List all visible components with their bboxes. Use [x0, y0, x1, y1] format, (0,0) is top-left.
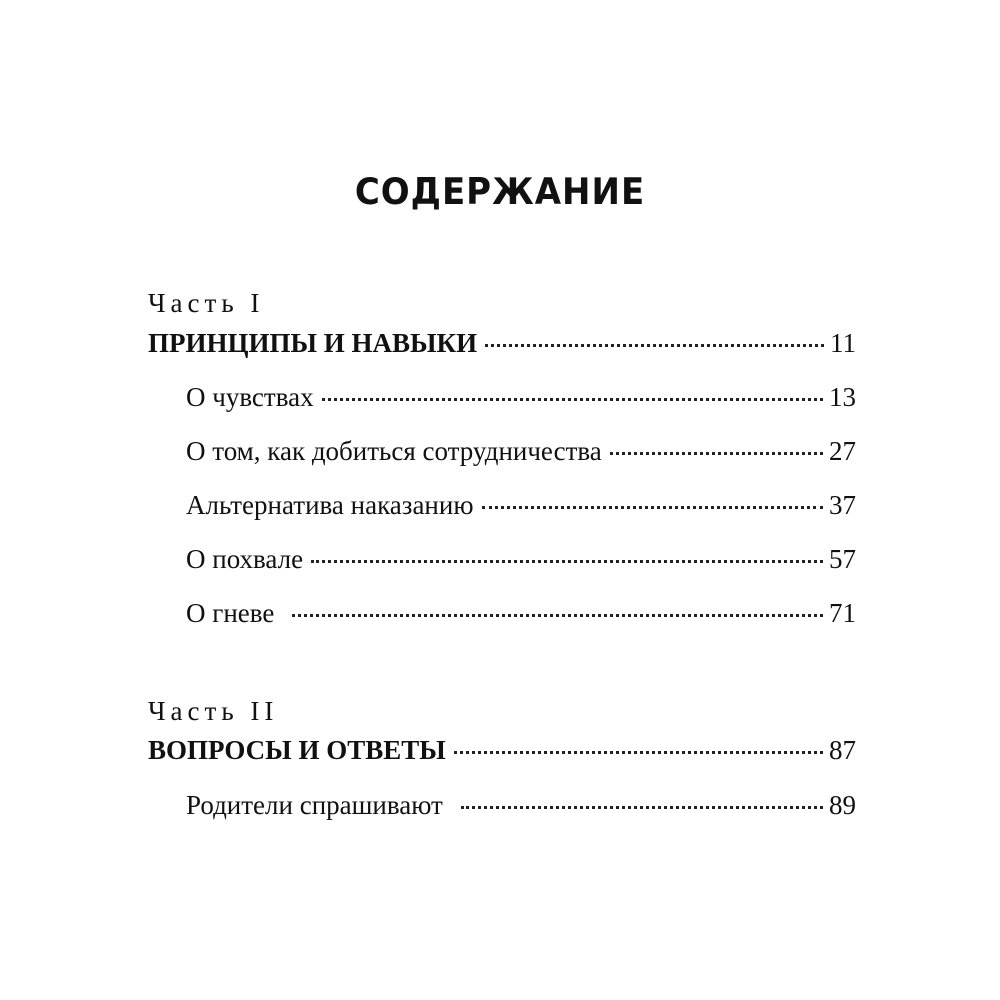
entry-text: О гневе: [186, 598, 275, 628]
dot-leader: [610, 452, 823, 455]
page-number: 13: [829, 382, 856, 412]
entry-text: Родители спрашивают: [186, 790, 443, 820]
toc-entry[interactable]: [186, 488, 856, 522]
part-heading-text: ВОПРОСЫ И ОТВЕТЫ: [148, 735, 446, 765]
page-number: 27: [829, 436, 856, 466]
part-heading-text: ПРИНЦИПЫ И НАВЫКИ: [148, 328, 478, 358]
toc-part-heading-2[interactable]: [148, 733, 856, 767]
toc-entry[interactable]: [186, 596, 856, 630]
entry-text: О чувствах: [186, 382, 314, 412]
dot-leader: [311, 560, 823, 563]
page-number: 71: [829, 598, 856, 628]
toc-entry[interactable]: [186, 788, 856, 822]
entry-text: Альтернатива наказанию: [186, 490, 474, 520]
toc-entry[interactable]: [186, 380, 856, 414]
part-label-1: Часть I: [148, 288, 265, 318]
dot-leader: [292, 614, 823, 617]
toc-part-heading-1[interactable]: [148, 326, 856, 360]
page-number: 37: [829, 490, 856, 520]
entry-text: О том, как добиться сотрудничества: [186, 436, 602, 466]
entry-text: О похвале: [186, 544, 304, 574]
part-label-2: Часть II: [148, 696, 279, 726]
dot-leader: [485, 344, 824, 347]
toc-title: СОДЕРЖАНИЕ: [354, 170, 646, 214]
toc-entry[interactable]: [186, 542, 856, 576]
dot-leader: [322, 398, 823, 401]
dot-leader: [461, 806, 823, 809]
dot-leader: [482, 506, 824, 509]
toc-entry[interactable]: [186, 434, 856, 468]
page-number: 11: [830, 328, 856, 358]
dot-leader: [454, 751, 823, 754]
page-number: 57: [829, 544, 856, 574]
page-number: 87: [829, 735, 856, 765]
page-number: 89: [829, 790, 856, 820]
